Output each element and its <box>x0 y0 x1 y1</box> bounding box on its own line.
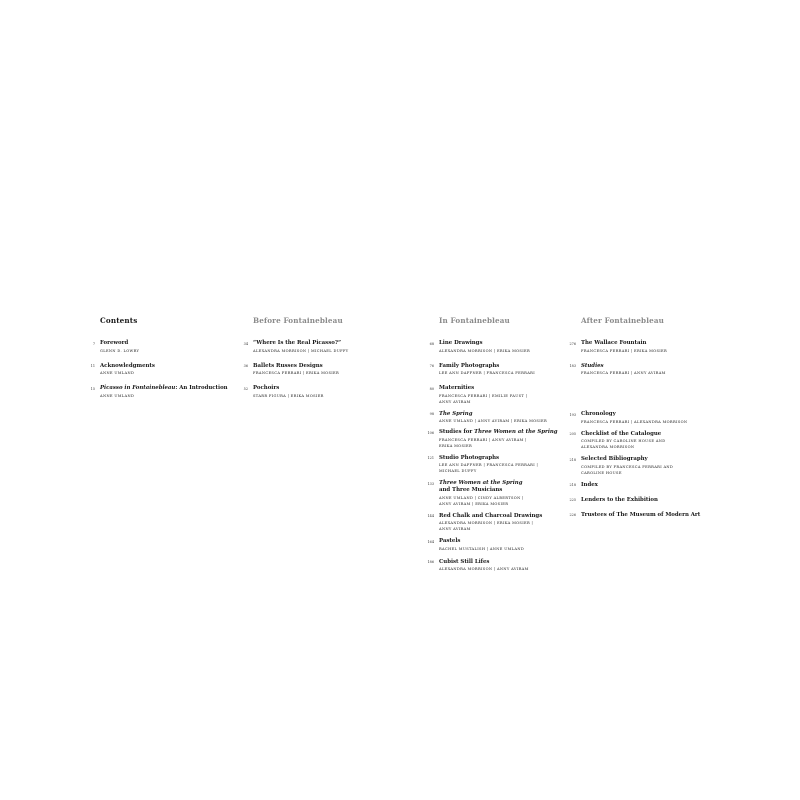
entry-title <box>439 411 558 418</box>
entry-title: Lenders to the Exhibition <box>581 496 658 503</box>
entry-title: Ballets Russes Designs <box>253 362 323 369</box>
entry-title: Trustees of The Museum of Modern Art <box>581 511 701 518</box>
toc-entry[interactable] <box>429 385 558 405</box>
entry-title: Line Drawings <box>439 340 483 346</box>
before-heading: Before Fontainebleau <box>253 316 343 325</box>
entry-title: Family Photographs <box>439 362 500 369</box>
entry-authors <box>439 462 558 474</box>
entry-authors <box>581 419 700 425</box>
toc-entry[interactable] <box>569 340 700 354</box>
page-number: 186 <box>427 560 434 564</box>
page-number: 11 <box>90 364 95 368</box>
toc-entry[interactable] <box>427 454 558 475</box>
toc-entry[interactable] <box>427 538 558 552</box>
page-number: 68 <box>429 341 434 346</box>
after-column <box>569 316 701 519</box>
author-line: RACHEL MUSTALISH | ANNE UMLAND <box>439 546 525 551</box>
author-line: ALEXANDRA MORRISON | ERIKA MOSIER <box>439 348 531 353</box>
entry-authors <box>581 348 700 354</box>
entry-title: Index <box>581 481 598 488</box>
entry-author: ANNE UMLAND <box>100 371 135 375</box>
page-number: 36 <box>243 364 248 368</box>
page-number: 98 <box>429 412 434 416</box>
author-line: ALEXANDRA MORRISON <box>581 445 635 449</box>
page-number: 218 <box>569 457 576 462</box>
contents-column <box>90 316 228 399</box>
entry-author: GLENN D. LOWRY <box>100 348 140 353</box>
entry-title: Chronology <box>581 411 616 417</box>
author-line: FRANCESCA FERRARI | ANNY AVIRAM | <box>439 437 527 442</box>
toc-entry[interactable] <box>90 385 228 399</box>
page-number: 76 <box>429 364 434 368</box>
author-line: ERIKA MOSIER <box>439 443 473 448</box>
entry-authors <box>439 418 558 424</box>
toc-entry[interactable] <box>569 511 701 519</box>
entry-title: Red Chalk and Charcoal Drawings <box>439 512 543 519</box>
toc-entry[interactable] <box>569 481 700 489</box>
author-line: FRANCESCA FERRARI | ERIKA MOSIER <box>581 348 668 353</box>
author-line: FRANCESCA FERRARI | ANNY AVIRAM <box>581 371 666 375</box>
entry-title <box>439 429 558 436</box>
in-heading: In Fontainebleau <box>439 316 510 325</box>
author-line: FRANCESCA FERRARI | ALEXANDRA MORRISON <box>581 419 688 424</box>
page-number: 205 <box>569 432 576 436</box>
entry-authors <box>581 438 700 450</box>
toc-entry[interactable] <box>427 512 558 533</box>
page-number: 183 <box>569 364 576 368</box>
entry-author: STARR FIGURA | ERIKA MOSIER <box>253 393 324 398</box>
entry-author: ANNE UMLAND <box>100 393 135 398</box>
entry-title: “Where Is the Real Picasso?” <box>253 340 342 346</box>
entry-title-italic: The Spring <box>439 410 473 417</box>
entry-authors <box>439 566 558 572</box>
toc-entry[interactable] <box>243 362 349 377</box>
entry-authors <box>439 520 558 532</box>
entry-authors <box>439 546 558 552</box>
page-number: 144 <box>427 514 434 518</box>
toc-entry[interactable] <box>569 362 700 377</box>
entry-title: Studio Photographs <box>439 454 500 461</box>
entry-title-text: Studies for <box>439 429 475 435</box>
author-line: ANNE UMLAND | ANNY AVIRAM | ERIKA MOSIER <box>439 419 548 423</box>
entry-title: Checklist of the Catalogue <box>581 430 662 437</box>
entry-author: FRANCESCA FERRARI | ERIKA MOSIER <box>253 371 340 375</box>
entry-title: Acknowledgments <box>100 362 155 369</box>
page-number: 225 <box>569 498 576 502</box>
toc-entry[interactable] <box>92 340 228 354</box>
toc-entry[interactable] <box>243 340 349 354</box>
toc-entry[interactable] <box>427 429 558 449</box>
entry-title: Maternities <box>439 385 475 391</box>
page-number: 106 <box>427 430 434 435</box>
entry-authors <box>581 464 700 476</box>
toc-entry[interactable] <box>429 410 558 425</box>
page-number: 133 <box>427 481 434 486</box>
entry-authors <box>581 370 700 376</box>
entry-author: ALEXANDRA MORRISON | MICHAEL DUFFY <box>253 348 349 353</box>
entry-authors <box>439 437 558 449</box>
page-number: 121 <box>427 456 434 460</box>
page-number: 7 <box>92 341 95 346</box>
entry-title: Foreword <box>100 340 129 346</box>
page-number: 218 <box>569 483 576 487</box>
toc-entry[interactable] <box>569 430 700 451</box>
page-number: 226 <box>569 513 576 517</box>
toc-entry[interactable] <box>243 385 349 399</box>
entry-title <box>581 363 700 370</box>
toc-entry[interactable] <box>429 362 558 377</box>
author-line: LEE ANN DAFFNER | FRANCESCA FERRARI | <box>439 463 539 467</box>
after-heading: After Fontainebleau <box>581 316 665 325</box>
toc-entry[interactable] <box>90 362 228 377</box>
entry-title: Cubist Still Lifes <box>439 558 490 565</box>
entry-title <box>439 480 558 494</box>
toc-entry[interactable] <box>429 340 558 354</box>
entry-title-line: Three Women at the Spring <box>439 480 523 486</box>
toc-entry[interactable] <box>569 496 700 504</box>
in-column <box>427 316 558 572</box>
contents-heading: Contents <box>100 316 138 325</box>
entry-authors <box>439 393 558 405</box>
entry-title-line-2 <box>439 487 558 494</box>
entry-title-italic: Picasso in Fontainebleau <box>100 385 176 391</box>
entry-title-italic: Studies <box>581 362 604 369</box>
author-line: LEE ANN DAFFNER | FRANCESCA FERRARI <box>439 371 535 375</box>
page-number: 34 <box>243 341 248 346</box>
entry-title: Pochoirs <box>253 385 280 391</box>
entry-authors <box>439 348 558 354</box>
toc-entry[interactable] <box>569 456 700 476</box>
page-number: 52 <box>243 386 248 391</box>
toc-entry[interactable] <box>427 558 558 573</box>
author-line: ANNE UMLAND | CINDY ALBERTSON | <box>439 495 524 500</box>
entry-title: The Wallace Fountain <box>581 340 647 346</box>
author-line: CAROLINE HOUSE <box>581 470 622 475</box>
entry-title: Pastels <box>439 538 461 544</box>
page-number: 15 <box>90 386 95 391</box>
entry-title-line-text: and Three Musicians <box>439 487 503 493</box>
toc-entry[interactable] <box>427 480 558 507</box>
author-line: COMPILED BY CAROLINE HOUSE AND <box>581 439 666 443</box>
author-line: FRANCESCA FERRARI | EMILIE FAUST | <box>439 393 528 398</box>
entry-title <box>100 385 228 392</box>
author-line: MICHAEL DUFFY <box>439 469 477 473</box>
author-line: ALEXANDRA MORRISON | ERIKA MOSIER | <box>439 521 534 525</box>
page-number: 276 <box>569 341 576 346</box>
toc-entry[interactable] <box>569 411 700 425</box>
author-line: ANNY AVIRAM | ERIKA MOSIER <box>439 501 509 506</box>
entry-authors <box>439 370 558 376</box>
before-column <box>243 316 349 399</box>
author-line: ANNY AVIRAM <box>439 527 471 531</box>
page-number: 164 <box>427 539 434 544</box>
page-number: 80 <box>429 386 434 391</box>
entry-title: Selected Bibliography <box>581 456 648 462</box>
entry-authors <box>439 495 558 507</box>
author-line: COMPILED BY FRANCESCA FERRARI AND <box>581 464 674 469</box>
page-number: 193 <box>569 412 576 417</box>
entry-title-rest: : An Introduction <box>175 385 228 391</box>
author-line: ALEXANDRA MORRISON | ANNY AVIRAM <box>439 567 529 571</box>
author-line: ANNY AVIRAM <box>439 399 471 404</box>
entry-title-italic: Three Women at the Spring <box>474 429 558 435</box>
